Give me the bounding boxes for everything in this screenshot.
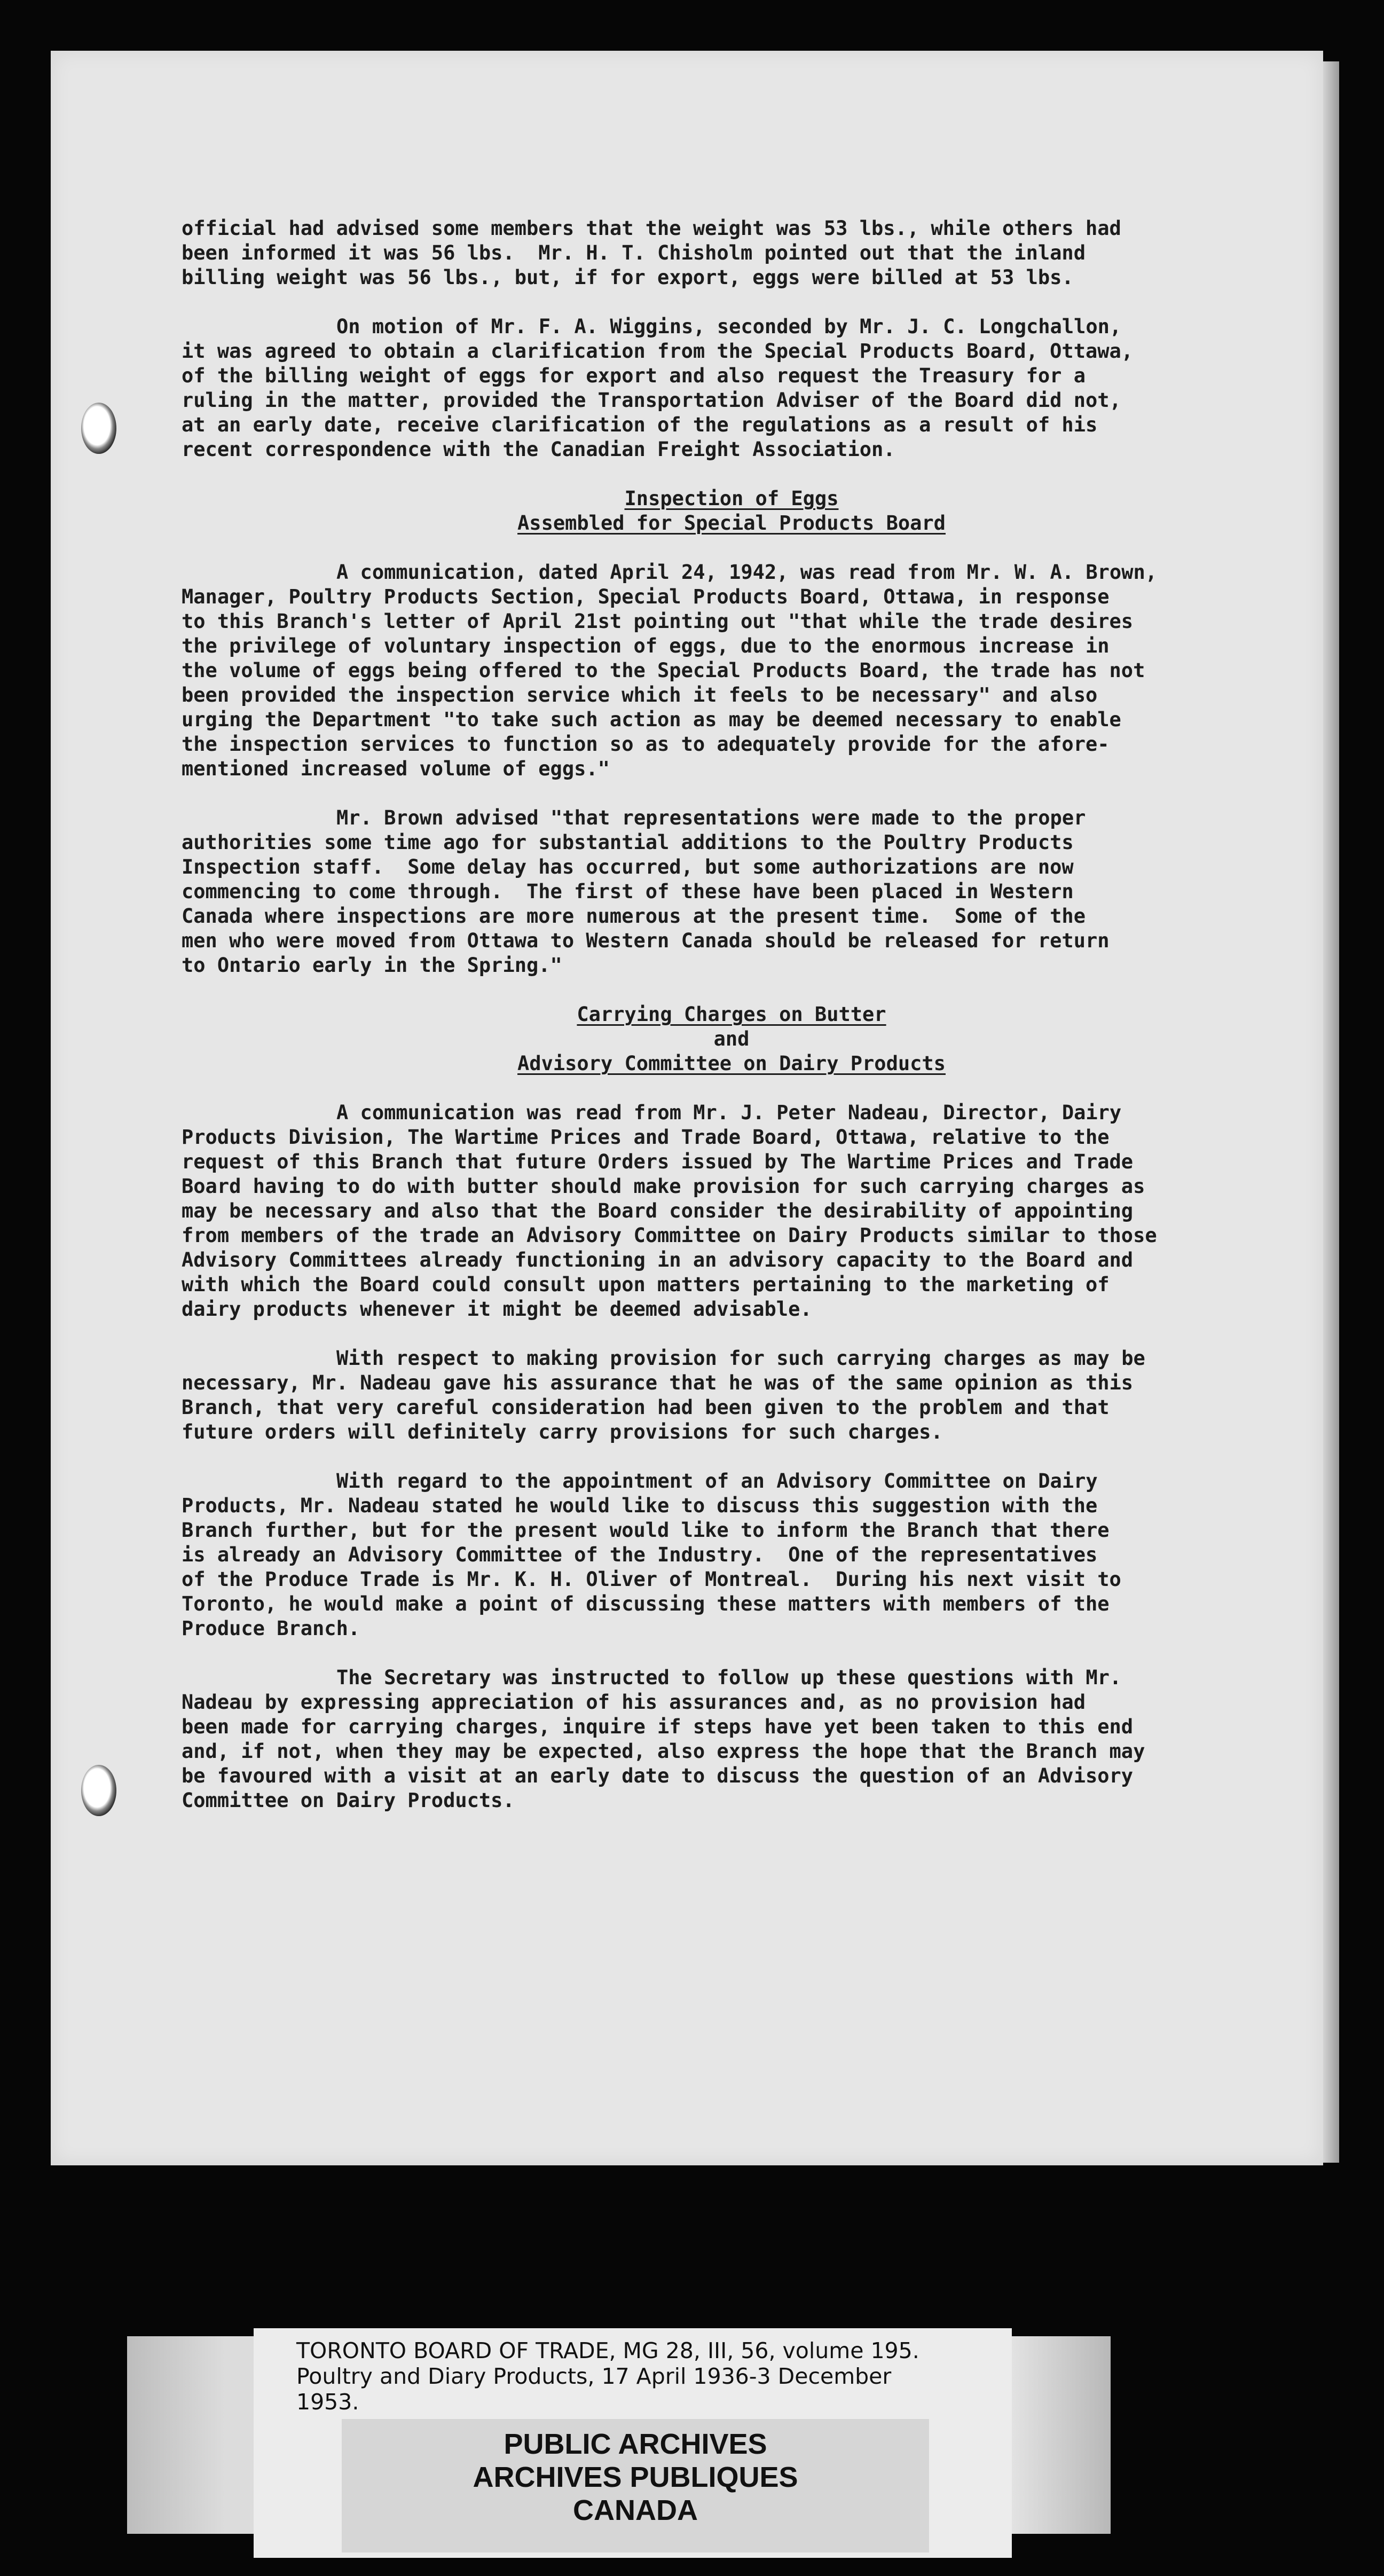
paragraph-advisory-committee: With regard to the appointment of an Advisory Committee on Dairy Products, Mr. Nadeau stated he would like to discuss this suggestion with the Branch further, but for the present would like to inform the Branch that there is already an Advisory Committee of the Industry. One of the representatives of the Produce Trade is Mr. K. H. Oliver of Montreal. During his next visit to Toronto, he would make a point of discussing these matters with members of the Produce Branch.	[182, 1470, 1121, 1640]
catalog-line-1: TORONTO BOARD OF TRADE, MG 28, III, 56, volume 195.	[296, 2338, 919, 2363]
section-heading-butter	[182, 1002, 1281, 1076]
stamp-line-2: ARCHIVES PUBLIQUES	[473, 2461, 798, 2493]
stamp-line-1: PUBLIC ARCHIVES	[504, 2428, 767, 2460]
paragraph-brown-communication: A communication, dated April 24, 1942, was read from Mr. W. A. Brown, Manager, Poultry Products Section, Special Products Board, Ottawa, in response to this Branch's letter of April 21st pointing out "that while the trade desires the privilege of voluntary inspection of eggs, due to the enormous increase in the volume of eggs being offered to the Special Products Board, the trade has not been provided the inspection service which it feels to be necessary" and also urging the Department "to take such action as may be deemed necessary to enable the inspection services to function so as to adequately provide for the afore- mentioned increased volume of eggs."	[182, 561, 1158, 780]
paragraph-secretary-instructed: The Secretary was instructed to follow up these questions with Mr. Nadeau by expressing appreciation of his assurances and, as no provision had been made for carrying charges, inquire if steps have yet been taken to this end and, if not, when they may be expected, also express the hope that the Branch may be favoured with a visit at an early date to discuss the question of an Advisory Committee on Dairy Products.	[182, 1666, 1145, 1812]
paragraph-carrying-charges: With respect to making provision for such carrying charges as may be necessary, Mr. Nadeau gave his assurance that he was of the same opinion as this Branch, that very careful consideration had been given to the problem and that future orders will definitely carry provisions for such charges.	[182, 1347, 1145, 1443]
punch-hole-top	[81, 403, 116, 454]
paragraph-motion-wiggins: On motion of Mr. F. A. Wiggins, seconded by Mr. J. C. Longchallon, it was agreed to obtain a clarification from the Special Products Board, Ottawa, of the billing weight of eggs for export and also request the Treasury for a ruling in the matter, provided the Transportation Adviser of the Board did not, at an early date, receive clarification of the regulations as a result of his recent correspondence with the Canadian Freight Association.	[182, 315, 1134, 461]
heading-inspection-line1: Inspection of Eggs	[624, 487, 839, 510]
catalog-line-2: Poultry and Diary Products, 17 April 1936-3 December	[296, 2363, 892, 2389]
archives-stamp	[342, 2428, 929, 2527]
heading-butter-line1: Carrying Charges on Butter	[577, 1003, 886, 1026]
heading-butter-line3: Advisory Committee on Dairy Products	[517, 1052, 946, 1075]
catalog-line-3: 1953.	[296, 2389, 359, 2415]
heading-inspection-line2: Assembled for Special Products Board	[517, 512, 946, 535]
memo-body	[182, 216, 1281, 1837]
paragraph-brown-advised: Mr. Brown advised "that representations were made to the proper authorities some time ago for substantial additions to the Poultry Products Inspection staff. Some delay has occurred, but some authorizations are now commencing to come through. The first of these have been placed in Western Canada where inspections are more numerous at the present time. Some of the men who were moved from Ottawa to Western Canada should be released for return to Ontario early in the Spring."	[182, 806, 1110, 977]
archive-catalog-reference	[296, 2338, 1001, 2415]
stamp-line-3: CANADA	[573, 2494, 698, 2526]
punch-hole-bottom	[81, 1765, 116, 1816]
heading-butter-line2: and	[713, 1027, 750, 1050]
paragraph-nadeau-communication: A communication was read from Mr. J. Peter Nadeau, Director, Dairy Products Division, The Wartime Prices and Trade Board, Ottawa, relative to the request of this Branch that future Orders issued by The Wartime Prices and Trade Board having to do with butter should make provision for such carrying charges as may be necessary and also that the Board consider the desirability of appointing from members of the trade an Advisory Committee on Dairy Products similar to those Advisory Committees already functioning in an advisory capacity to the Board and with which the Board could consult upon matters pertaining to the marketing of dairy products whenever it might be deemed advisable.	[182, 1101, 1157, 1321]
paragraph-billing-weight: official had advised some members that the weight was 53 lbs., while others had been informed it was 56 lbs. Mr. H. T. Chisholm pointed out that the inland billing weight was 56 lbs., but, if for export, eggs were billed at 53 lbs.	[182, 217, 1121, 289]
section-heading-inspection	[182, 486, 1281, 536]
